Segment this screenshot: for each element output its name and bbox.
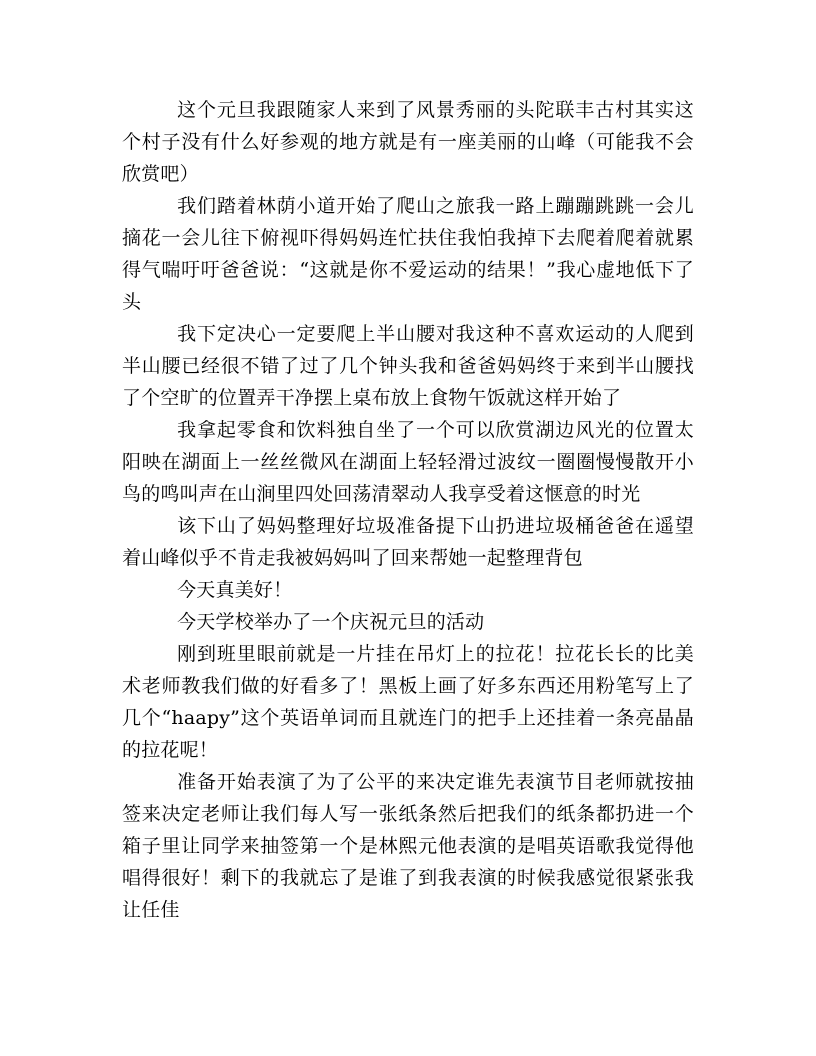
paragraph: 该下山了妈妈整理好垃圾准备提下山扔进垃圾桶爸爸在遥望着山峰似乎不肯走我被妈妈叫了回来帮她一起整理背包	[122, 515, 694, 569]
paragraph: 刚到班里眼前就是一片挂在吊灯上的拉花！拉花长长的比美术老师教我们做的好看多了！黑板上画了好多东西还用粉笔写上了几个“haapy”这个英语单词而且就连门的把手上还挂着一条亮晶晶的拉花呢！	[122, 643, 694, 761]
document-body	[122, 94, 694, 926]
paragraph: 我下定决心一定要爬上半山腰对我这种不喜欢运动的人爬到半山腰已经很不错了过了几个钟头我和爸爸妈妈终于来到半山腰找了个空旷的位置弄干净摆上桌布放上食物午饭就这样开始了	[122, 323, 694, 409]
paragraph: 今天真美好！	[177, 579, 293, 601]
paragraph: 准备开始表演了为了公平的来决定谁先表演节目老师就按抽签来决定老师让我们每人写一张纸条然后把我们的纸条都扔进一个箱子里让同学来抽签第一个是林熙元他表演的是唱英语歌我觉得他唱得很好！剩下的我就忘了是谁了到我表演的时候我感觉很紧张我让任佳	[122, 771, 694, 921]
paragraph: 今天学校举办了一个庆祝元旦的活动	[177, 611, 485, 633]
paragraph: 这个元旦我跟随家人来到了风景秀丽的头陀联丰古村其实这个村子没有什么好参观的地方就是有一座美丽的山峰（可能我不会欣赏吧）	[122, 99, 694, 185]
paragraph: 我拿起零食和饮料独自坐了一个可以欣赏湖边风光的位置太阳映在湖面上一丝丝微风在湖面上轻轻滑过波纹一圈圈慢慢散开小鸟的鸣叫声在山涧里四处回荡清翠动人我享受着这惬意的时光	[122, 419, 694, 505]
paragraph: 我们踏着林荫小道开始了爬山之旅我一路上蹦蹦跳跳一会儿摘花一会儿往下俯视吓得妈妈连忙扶住我怕我掉下去爬着爬着就累得气喘吁吁爸爸说：“这就是你不爱运动的结果！”我心虚地低下了头	[122, 195, 694, 313]
